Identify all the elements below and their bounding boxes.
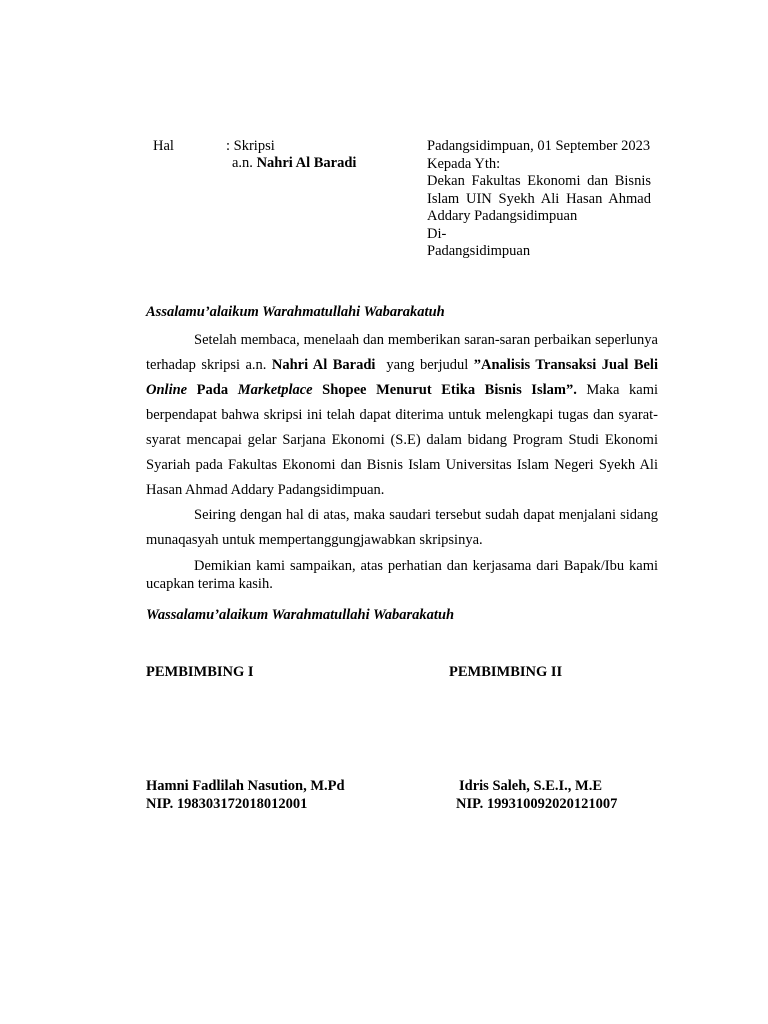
- hal-value: : Skripsi: [226, 138, 275, 154]
- signature-name-left: Hamni Fadlilah Nasution, M.Pd: [146, 778, 345, 794]
- addressee: Dekan Fakultas Ekonomi dan Bisnis Islam UIN Syekh Ali Hasan Ahmad Addary Padangsidimpuan: [427, 173, 651, 224]
- paragraph-1: [146, 328, 658, 503]
- p1-part1: Setelah membaca, menelaah dan memberikan saran-saran perbaikan seperlunya terhadap skripsi a.n.: [146, 332, 658, 373]
- p1-title-a: ”Analisis Transaksi Jual Beli: [473, 357, 658, 373]
- an-name: Nahri Al Baradi: [256, 155, 357, 171]
- di-line: Di-: [427, 225, 447, 242]
- greeting: Assalamu’alaikum Warahmatullahi Wabarakatuh: [146, 304, 445, 320]
- city-line: Padangsidimpuan: [427, 243, 531, 259]
- signature-nip-left: NIP. 198303172018012001: [146, 796, 308, 812]
- signature-nip-right: NIP. 199310092020121007: [456, 796, 618, 812]
- p1-name: Nahri Al Baradi: [271, 357, 376, 373]
- signature-name-right: Idris Saleh, S.E.I., M.E: [459, 778, 603, 794]
- p1-title-online: Online: [146, 382, 188, 398]
- date-line: Padangsidimpuan, 01 September 2023: [427, 138, 651, 154]
- paragraph-3: Demikian kami sampaikan, atas perhatian dan kerjasama dari Bapak/Ibu kami ucapkan terima kasih.: [146, 558, 658, 592]
- recipient-block: [427, 138, 651, 261]
- an-line: [226, 155, 356, 172]
- signature-title-right: PEMBIMBING II: [449, 664, 563, 680]
- p1-title-b: Pada: [187, 382, 238, 398]
- kepada-line: Kepada Yth:: [427, 155, 501, 172]
- closing: Wassalamu’alaikum Warahmatullahi Wabarakatuh: [146, 607, 455, 623]
- an-prefix: a.n.: [232, 155, 253, 171]
- letter-body: [146, 328, 658, 593]
- p1-title-c: Shopee Menurut Etika Bisnis Islam”.: [312, 382, 577, 398]
- signature-left: [146, 777, 345, 813]
- signature-title-left: PEMBIMBING I: [146, 664, 254, 680]
- hal-subject: [226, 138, 356, 172]
- paragraph-2: Seiring dengan hal di atas, maka saudari tersebut sudah dapat menjalani sidang munaqasyah untuk mempertanggungjawabkan skripsinya.: [146, 507, 658, 548]
- p1-part3: Maka kami berpendapat bahwa skripsi ini telah dapat diterima untuk melengkapi tugas dan syarat-syarat mencapai gelar Sarjana Ekonomi (S.E) dalam bidang Program Studi Ekonomi Syariah pada Fakultas Ekonomi dan Bisnis Islam Universitas Islam Negeri Syekh Ali Hasan Ahmad Addary Padangsidimpuan.: [146, 382, 658, 498]
- p1-part2: yang berjudul: [375, 357, 474, 373]
- p1-title-marketplace: Marketplace: [237, 382, 313, 398]
- hal-label: Hal: [153, 138, 174, 154]
